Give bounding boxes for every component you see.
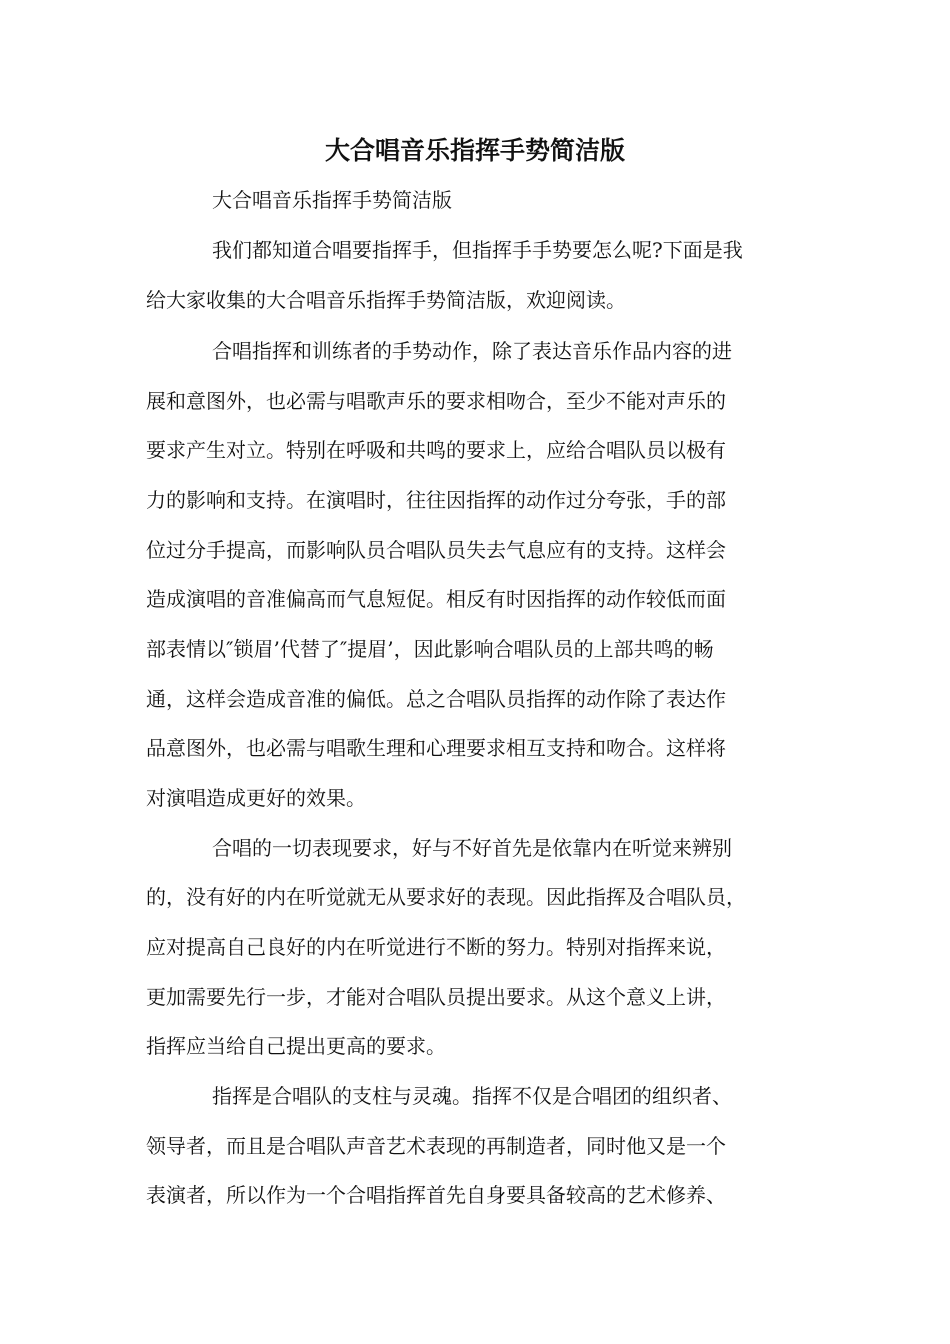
- paragraph-line: 应对提高自己良好的内在听觉进行不断的努力。特别对指挥来说，: [146, 935, 726, 959]
- paragraph-line: 的，没有好的内在听觉就无从要求好的表现。因此指挥及合唱队员，: [146, 885, 746, 909]
- paragraph-line: 位过分手提高，而影响队员合唱队员失去气息应有的支持。这样会: [146, 538, 726, 562]
- document-title: 大合唱音乐指挥手势简洁版: [324, 136, 625, 165]
- paragraph-line: 领导者，而且是合唱队声音艺术表现的再制造者，同时他又是一个: [146, 1134, 726, 1158]
- paragraph-line: 指挥应当给自己提出更高的要求。: [146, 1034, 446, 1058]
- paragraph-line: 合唱的一切表现要求，好与不好首先是依靠内在听觉来辨别: [212, 836, 732, 860]
- paragraph-line: 品意图外，也必需与唱歌生理和心理要求相互支持和吻合。这样将: [146, 736, 726, 760]
- paragraph-line: 力的影响和支持。在演唱时，往往因指挥的动作过分夸张，手的部: [146, 488, 726, 512]
- subtitle-line: 大合唱音乐指挥手势简洁版: [212, 188, 452, 212]
- paragraph-line: 造成演唱的音准偏高而气息短促。相反有时因指挥的动作较低而面: [146, 587, 726, 611]
- paragraph-line: 指挥是合唱队的支柱与灵魂。指挥不仅是合唱团的组织者、: [212, 1084, 732, 1108]
- paragraph-line: 合唱指挥和训练者的手势动作，除了表达音乐作品内容的进: [212, 339, 732, 363]
- paragraph-line: 部表情以″锁眉’代替了″提眉’，因此影响合唱队员的上部共鸣的畅: [146, 637, 714, 661]
- paragraph-line: 对演唱造成更好的效果。: [146, 786, 366, 810]
- paragraph-line: 更加需要先行一步，才能对合唱队员提出要求。从这个意义上讲，: [146, 985, 726, 1009]
- paragraph-line: 我们都知道合唱要指挥手，但指挥手手势要怎么呢?下面是我: [212, 238, 743, 262]
- paragraph-line: 通，这样会造成音准的偏低。总之合唱队员指挥的动作除了表达作: [146, 687, 726, 711]
- paragraph-line: 表演者，所以作为一个合唱指挥首先自身要具备较高的艺术修养、: [146, 1183, 726, 1207]
- paragraph-line: 给大家收集的大合唱音乐指挥手势简洁版，欢迎阅读。: [146, 288, 626, 312]
- paragraph-line: 要求产生对立。特别在呼吸和共鸣的要求上，应给合唱队员以极有: [146, 438, 726, 462]
- paragraph-line: 展和意图外，也必需与唱歌声乐的要求相吻合，至少不能对声乐的: [146, 389, 726, 413]
